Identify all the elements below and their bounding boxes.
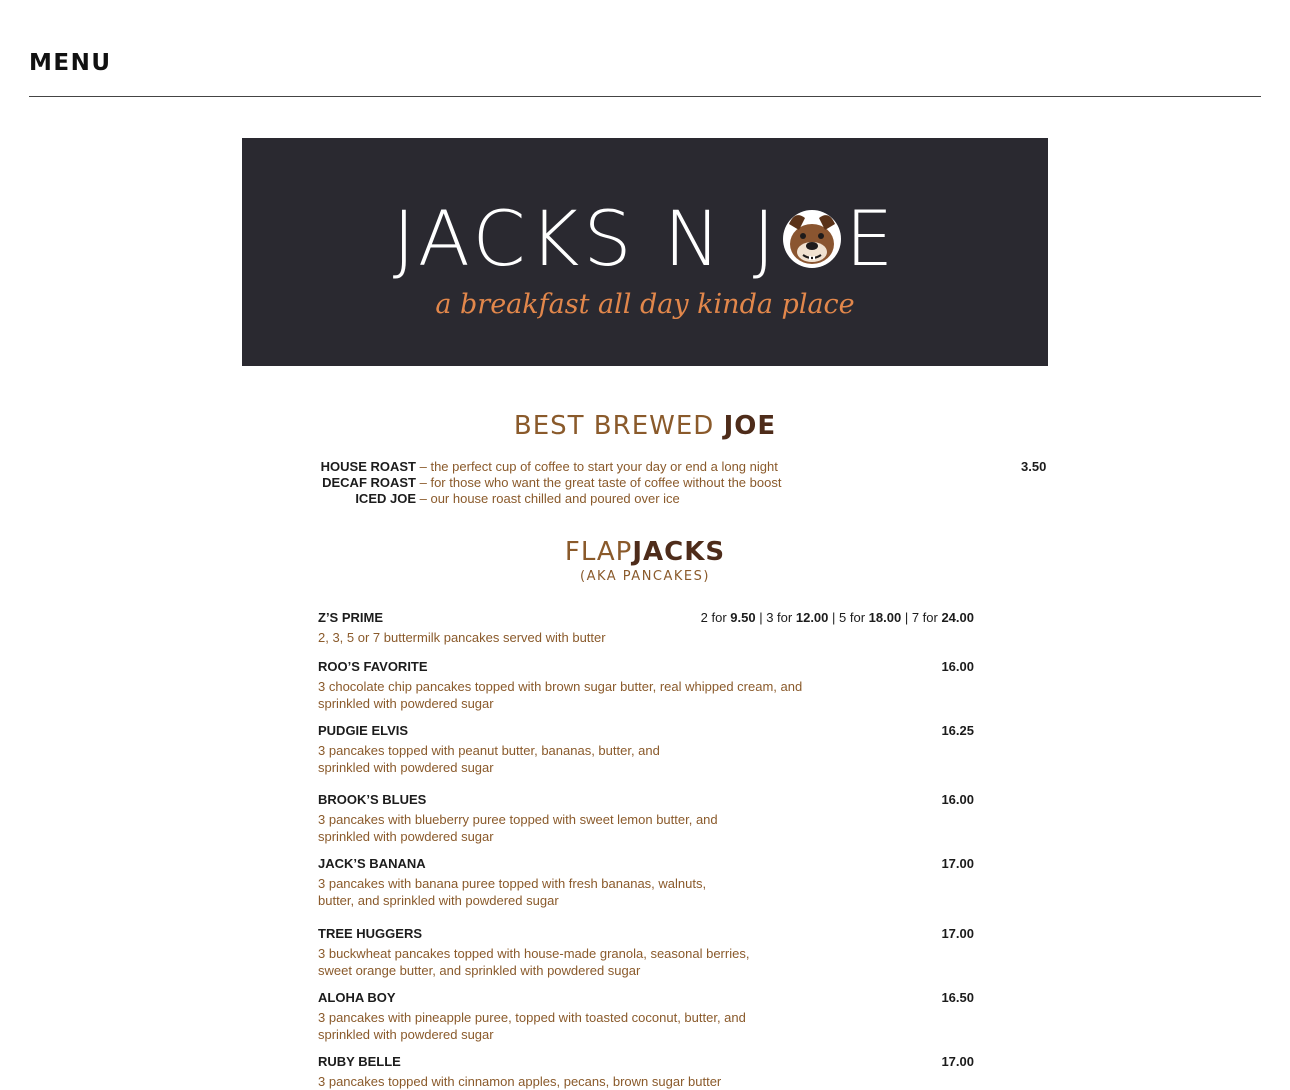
coffee-item xyxy=(318,459,1047,475)
pancake-title-light: FLAP xyxy=(564,537,633,567)
coffee-item-desc: – for those who want the great taste of coffee without the boost xyxy=(419,475,782,490)
menu-item-desc: 3 pancakes topped with peanut butter, bananas, butter, and sprinkled with powdered sugar xyxy=(318,743,660,775)
coffee-price: 3.50 xyxy=(1021,459,1047,474)
menu-item-name: RUBY BELLE xyxy=(318,1054,401,1069)
menu-item-price: 17.00 xyxy=(941,926,974,941)
tier-price: 12.00 xyxy=(795,610,829,625)
menu-item-price: 16.00 xyxy=(941,659,974,674)
menu-item-desc: 2, 3, 5 or 7 buttermilk pancakes served with butter xyxy=(318,630,606,645)
coffee-title-light: BEST BREWED xyxy=(513,411,715,441)
coffee-item-name: DECAF ROAST xyxy=(322,475,416,490)
menu-item-name: ROO’S FAVORITE xyxy=(318,659,428,674)
menu-item-price: 17.00 xyxy=(941,856,974,871)
menu-item xyxy=(318,926,974,979)
coffee-item-desc: – the perfect cup of coffee to start your day or end a long night xyxy=(419,459,778,474)
tier-qty: 5 for xyxy=(839,610,866,625)
tier-price: 24.00 xyxy=(941,610,974,625)
menu-item-price: 16.00 xyxy=(941,792,974,807)
menu-item-desc: 3 buckwheat pancakes topped with house-made granola, seasonal berries, sweet orange butter, and sprinkled with powdered sugar xyxy=(318,946,750,978)
menu-item xyxy=(318,990,974,1043)
coffee-section-title xyxy=(242,410,1048,442)
tier-qty: 3 for xyxy=(766,610,793,625)
brand-name-left: JACKS N J xyxy=(392,194,780,283)
menu-item-desc: 3 pancakes topped with cinnamon apples, pecans, brown sugar butter xyxy=(318,1074,722,1089)
coffee-item-name: HOUSE ROAST xyxy=(320,459,416,474)
menu-item-name: BROOK’S BLUES xyxy=(318,792,427,807)
pancake-section-subtitle: (AKA PANCAKES) xyxy=(580,569,710,584)
menu-item-name: Z’S PRIME xyxy=(318,610,384,625)
bulldog-logo-icon xyxy=(781,206,843,272)
page-header xyxy=(29,48,1261,78)
coffee-item xyxy=(318,475,974,491)
menu-item xyxy=(318,723,974,776)
pancake-title-strong: JACKS xyxy=(632,537,726,567)
brand-logo xyxy=(242,196,1048,282)
menu-item-price: 16.50 xyxy=(941,990,974,1005)
menu-item-price: 16.25 xyxy=(941,723,974,738)
tier-price: 9.50 xyxy=(730,610,756,625)
brand-name-right: E xyxy=(845,194,898,283)
coffee-item xyxy=(318,491,974,507)
menu-item-desc: 3 pancakes with blueberry puree topped with sweet lemon butter, and sprinkled with powdered sugar xyxy=(318,812,718,844)
page-title: MENU xyxy=(29,50,112,76)
coffee-title-strong: JOE xyxy=(723,411,777,441)
menu-item xyxy=(318,856,974,909)
menu-item-price: 17.00 xyxy=(941,1054,974,1069)
menu-item-name: ALOHA BOY xyxy=(318,990,396,1005)
brand-tagline: a breakfast all day kinda place xyxy=(435,289,855,320)
tier-price: 18.00 xyxy=(868,610,902,625)
menu-item xyxy=(318,792,974,845)
menu-item-name: PUDGIE ELVIS xyxy=(318,723,409,738)
menu-item xyxy=(318,659,974,712)
menu-item-name: JACK’S BANANA xyxy=(318,856,426,871)
tier-qty: 7 for xyxy=(911,610,938,625)
brand-banner xyxy=(242,138,1048,366)
menu-item xyxy=(318,1054,974,1090)
menu-item xyxy=(318,610,974,646)
menu-item-desc: 3 pancakes with banana puree topped with fresh bananas, walnuts, butter, and sprinkled with powdered sugar xyxy=(318,876,707,908)
pancake-section-title xyxy=(242,536,1048,568)
tier-qty: 2 for xyxy=(700,610,727,625)
header-divider xyxy=(29,96,1261,97)
coffee-item-name: ICED JOE xyxy=(355,491,416,506)
tiered-price: 2 for 9.50 | 3 for 12.00 | 5 for 18.00 | 7 for 24.00 xyxy=(700,610,974,625)
menu-item-desc: 3 chocolate chip pancakes topped with brown sugar butter, real whipped cream, and sprinkled with powdered sugar xyxy=(318,679,803,711)
coffee-item-desc: – our house roast chilled and poured over ice xyxy=(419,491,680,506)
menu-item-desc: 3 pancakes with pineapple puree, topped with toasted coconut, butter, and sprinkled with powdered sugar xyxy=(318,1010,746,1042)
menu-item-name: TREE HUGGERS xyxy=(318,926,423,941)
